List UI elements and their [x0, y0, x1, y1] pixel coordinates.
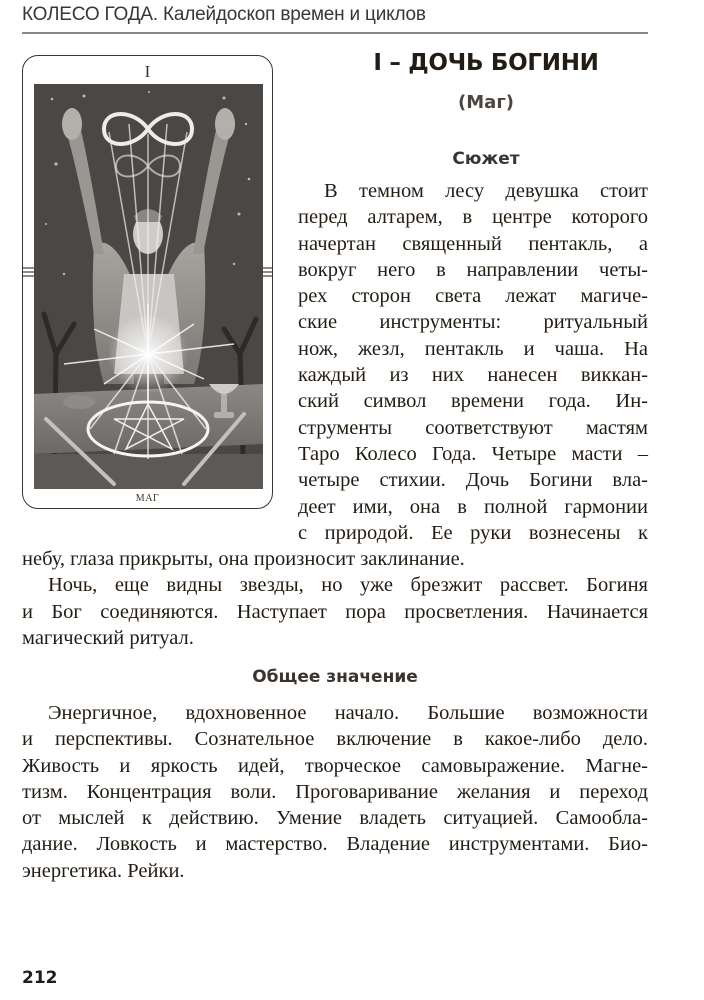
text-line: Таро Колесо Года. Четыре масти –: [298, 442, 648, 465]
text-line: четыре стихии. Дочь Богини вла-: [298, 469, 648, 492]
text-line: деет ими, она в полной гармонии: [298, 495, 648, 518]
text-line: от мыслей к действию. Умение владеть ситуацией. Самообла-: [22, 807, 648, 830]
text-line: перед алтарем, в центре которого: [298, 206, 648, 229]
text-line: с природой. Ее руки вознесены к: [298, 521, 648, 544]
chapter-subtitle: (Маг): [458, 92, 514, 113]
tarot-card: [22, 55, 273, 509]
text-line: Живость и яркость идей, творческое самовыражение. Магне-: [22, 754, 648, 777]
section-heading-plot: Сюжет: [452, 149, 520, 169]
text-line: струменты соответствуют мастям: [298, 416, 648, 439]
text-line: и перспективы. Сознательное включение в какое-либо дело.: [22, 728, 648, 751]
general-meaning-text: [22, 700, 648, 884]
card-stripes-left: [23, 265, 34, 279]
text-line: и Бог соединяются. Наступает пора просветления. Начинается: [22, 600, 648, 623]
section-heading-general-meaning: Общее значение: [252, 667, 418, 687]
text-line: ский символ времени года. Ин-: [298, 390, 648, 413]
card-illustration: [34, 84, 263, 489]
text-line: тизм. Концентрация воли. Проговаривание желания и переход: [22, 780, 648, 803]
text-line: каждый из них нанесен виккан-: [298, 364, 648, 387]
card-name: МАГ: [135, 493, 160, 504]
text-line: вокруг него в направлении четы-: [298, 258, 648, 281]
text-line: небу, глаза прикрыты, она произносит заклинание.: [22, 548, 465, 570]
text-line: В темном лесу девушка стоит: [324, 180, 648, 202]
card-numeral: I: [144, 62, 151, 81]
text-line: дание. Ловкость и мастерство. Владение инструментами. Био-: [22, 833, 648, 856]
text-line: ские инструменты: ритуальный: [298, 311, 648, 334]
text-line: Ночь, еще видны звезды, но уже брезжит рассвет. Богиня: [48, 574, 648, 597]
text-line: магический ритуал.: [22, 626, 194, 649]
plot-full-text: [22, 546, 648, 651]
text-line: Энергичное, вдохновенное начало. Большие возможности: [48, 702, 648, 724]
text-line: нож, жезл, пентакль и чаша. На: [298, 337, 648, 360]
page-number: 212: [22, 968, 58, 988]
text-line: начертан священный пентакль, а: [298, 232, 648, 255]
chapter-title: I – ДОЧЬ БОГИНИ: [373, 50, 599, 76]
plot-column-text: [298, 178, 648, 546]
running-head: КОЛЕСО ГОДА. Калейдоскоп времен и циклов: [22, 4, 648, 34]
magician-illustration-icon: [34, 84, 263, 489]
text-line: рех сторон света лежат магиче-: [298, 285, 648, 308]
text-line: энергетика. Рейки.: [22, 859, 185, 882]
